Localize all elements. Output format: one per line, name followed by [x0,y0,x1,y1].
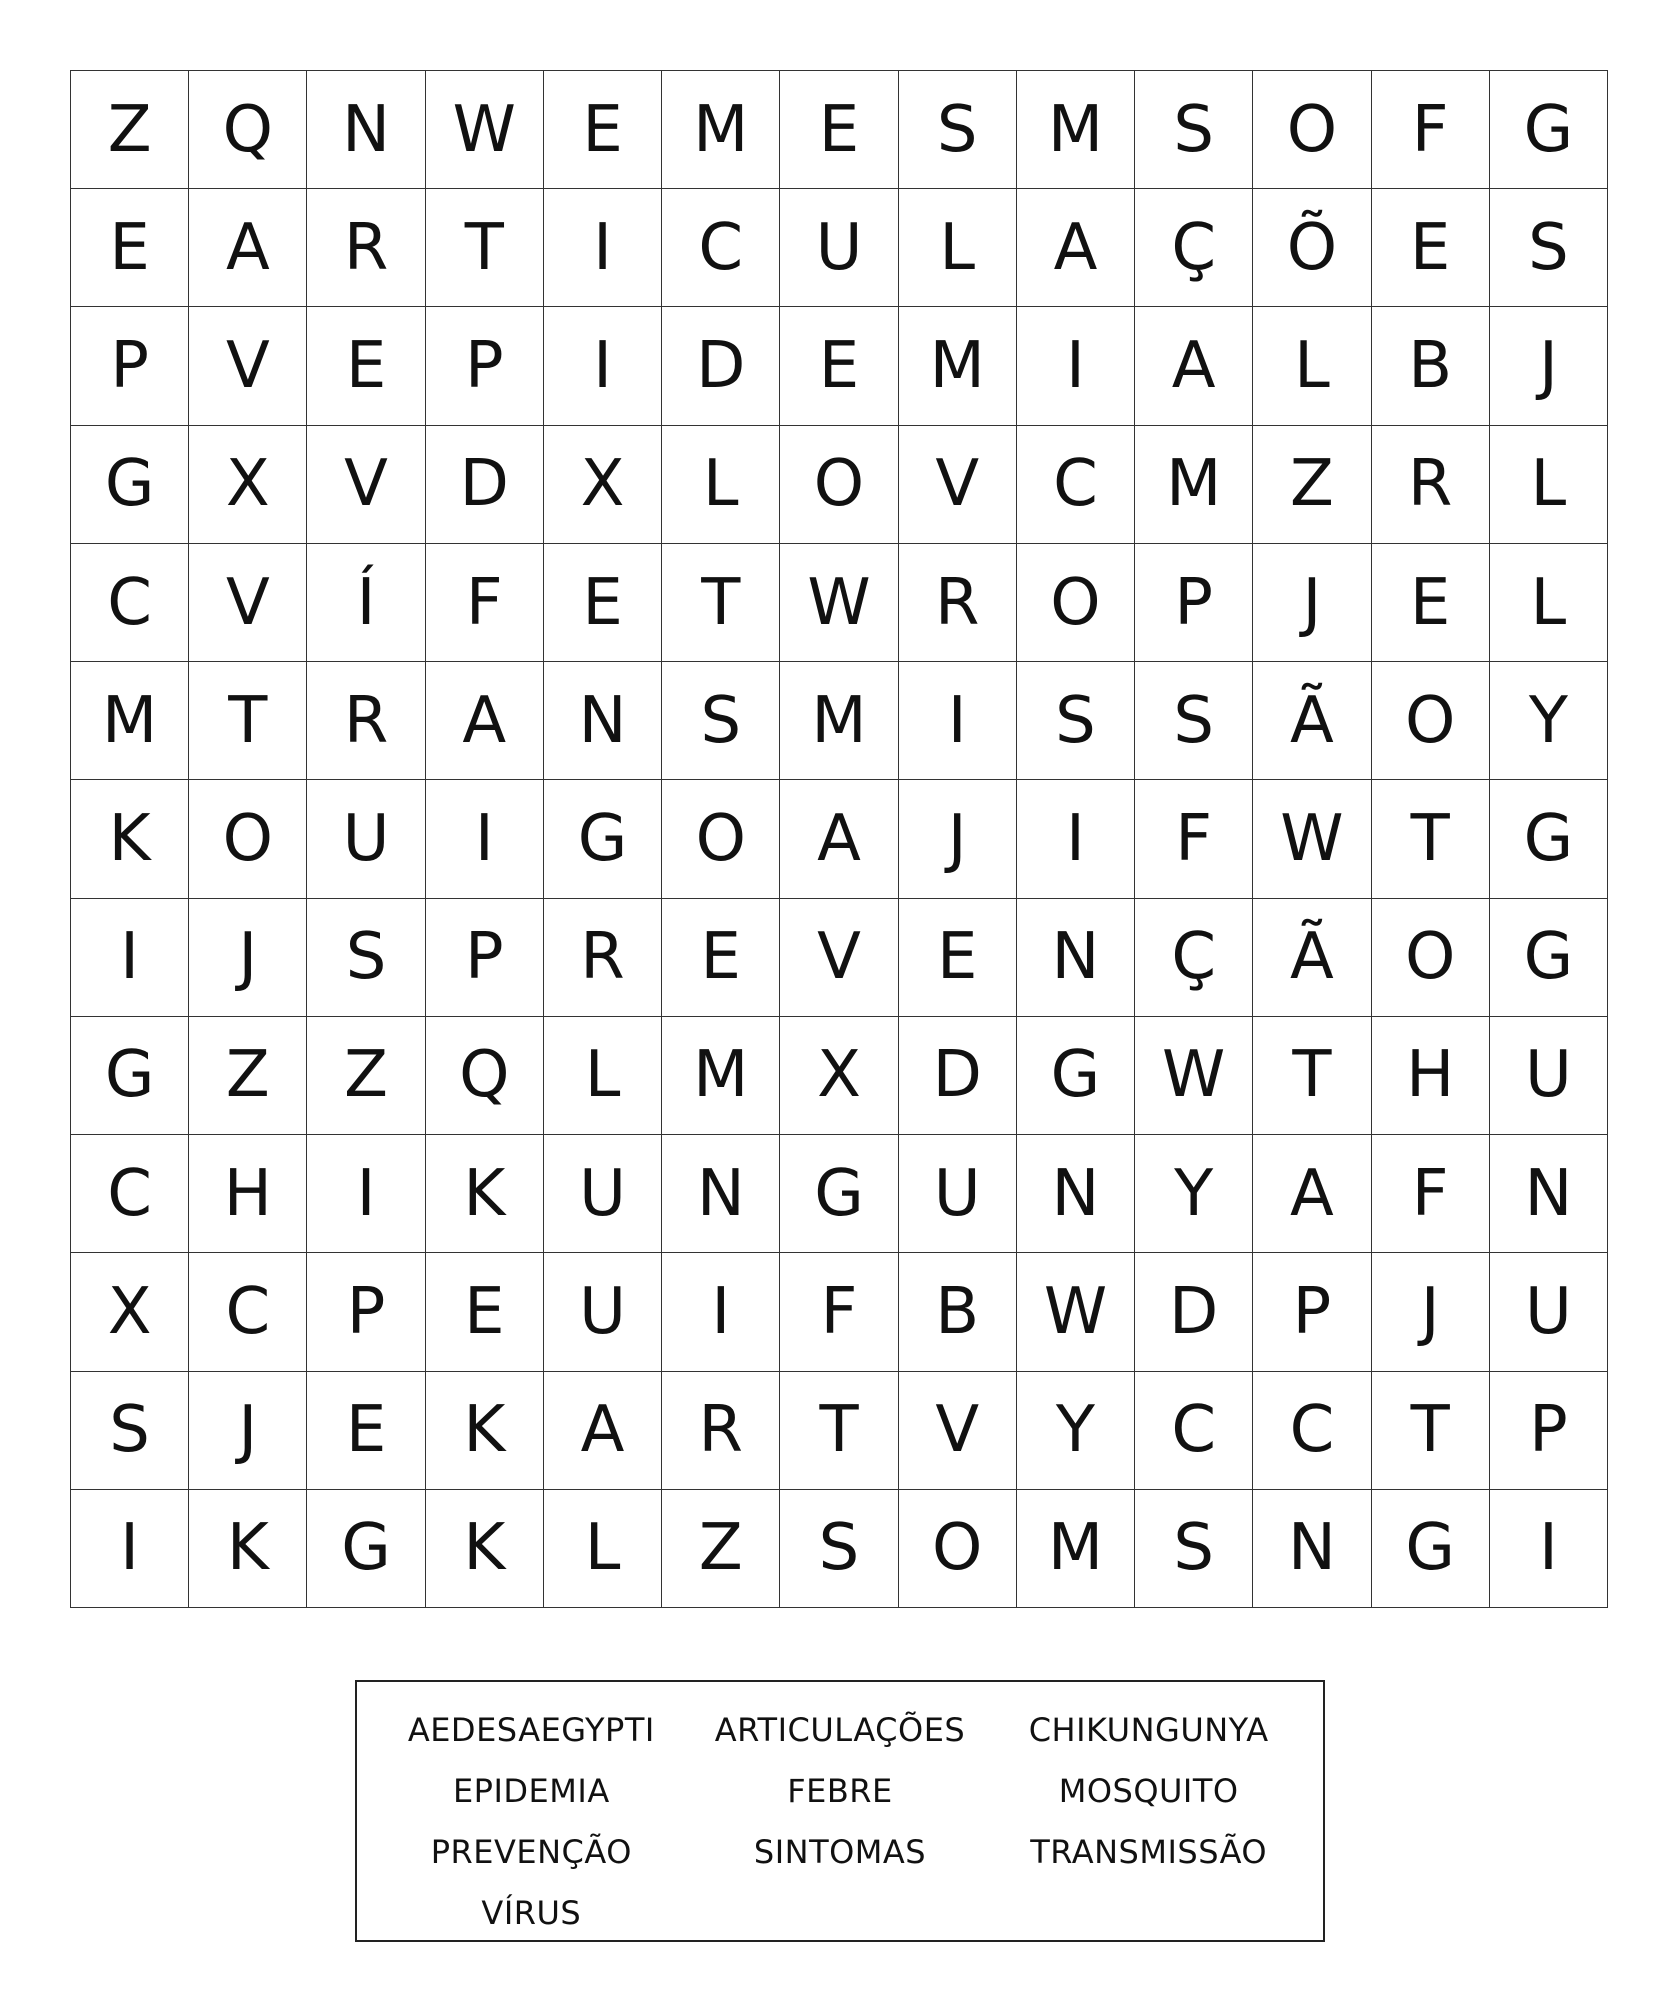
grid-cell[interactable]: M [71,662,189,780]
grid-cell[interactable]: O [189,780,307,898]
grid-cell[interactable]: C [662,189,780,307]
grid-cell[interactable]: L [1490,544,1608,662]
grid-cell[interactable]: S [780,1490,898,1608]
grid-cell[interactable]: I [1490,1490,1608,1608]
grid-cell[interactable]: K [71,780,189,898]
grid-cell[interactable]: N [544,662,662,780]
grid-cell[interactable]: L [899,189,1017,307]
grid-cell[interactable]: W [1135,1017,1253,1135]
grid-cell[interactable]: S [662,662,780,780]
word-bank-item: SINTOMAS [753,1833,927,1871]
grid-cell[interactable]: Q [426,1017,544,1135]
grid-cell[interactable]: I [899,662,1017,780]
grid-cell[interactable]: M [780,662,898,780]
grid-cell[interactable]: Õ [1253,189,1371,307]
grid-cell[interactable]: M [899,307,1017,425]
grid-cell[interactable]: S [307,899,425,1017]
grid-cell[interactable]: I [71,899,189,1017]
grid-cell[interactable]: L [1490,426,1608,544]
grid-cell[interactable]: G [544,780,662,898]
grid-cell[interactable]: A [1135,307,1253,425]
grid-cell[interactable]: I [307,1135,425,1253]
grid-cell[interactable]: M [1017,71,1135,189]
grid-cell[interactable]: U [1490,1017,1608,1135]
grid-cell[interactable]: Z [1253,426,1371,544]
grid-cell[interactable]: V [899,426,1017,544]
grid-cell[interactable]: I [544,307,662,425]
grid-cell[interactable]: P [426,899,544,1017]
grid-cell[interactable]: S [1135,71,1253,189]
grid-cell[interactable]: T [426,189,544,307]
grid-cell[interactable]: M [662,1017,780,1135]
grid-cell[interactable]: J [1490,307,1608,425]
grid-cell[interactable]: G [1372,1490,1490,1608]
grid-cell[interactable]: H [1372,1017,1490,1135]
grid-cell[interactable]: S [1017,662,1135,780]
grid-cell[interactable]: S [1135,1490,1253,1608]
grid-cell[interactable]: J [1253,544,1371,662]
grid-cell[interactable]: Ç [1135,189,1253,307]
grid-cell[interactable]: F [426,544,544,662]
grid-cell[interactable]: S [899,71,1017,189]
grid-cell[interactable]: I [1017,780,1135,898]
grid-cell[interactable]: E [307,1372,425,1490]
grid-cell[interactable]: T [780,1372,898,1490]
grid-cell[interactable]: Z [307,1017,425,1135]
grid-cell[interactable]: E [662,899,780,1017]
word-bank-item: ARTICULAÇÕES [714,1711,966,1749]
grid-cell[interactable]: O [662,780,780,898]
grid-cell[interactable]: T [1253,1017,1371,1135]
grid-cell[interactable]: R [1372,426,1490,544]
grid-cell[interactable]: T [189,662,307,780]
grid-cell[interactable]: N [1253,1490,1371,1608]
grid-cell[interactable]: E [1372,544,1490,662]
grid-cell[interactable]: I [71,1490,189,1608]
grid-cell[interactable]: U [1490,1253,1608,1371]
grid-cell[interactable]: P [1135,544,1253,662]
grid-cell[interactable]: K [426,1372,544,1490]
grid-cell[interactable]: O [1253,71,1371,189]
grid-cell[interactable]: A [544,1372,662,1490]
grid-cell[interactable]: G [307,1490,425,1608]
grid-cell[interactable]: G [71,1017,189,1135]
grid-cell[interactable]: M [662,71,780,189]
word-bank [355,1680,1325,1942]
grid-cell[interactable]: H [189,1135,307,1253]
grid-cell[interactable]: J [189,899,307,1017]
grid-cell[interactable]: V [780,899,898,1017]
grid-cell[interactable]: K [189,1490,307,1608]
grid-cell[interactable]: O [1017,544,1135,662]
grid-cell[interactable]: P [426,307,544,425]
grid-cell[interactable]: M [1135,426,1253,544]
grid-cell[interactable]: V [899,1372,1017,1490]
grid-cell[interactable]: I [1017,307,1135,425]
grid-cell[interactable]: R [307,662,425,780]
grid-cell[interactable]: W [1017,1253,1135,1371]
grid-cell[interactable]: O [899,1490,1017,1608]
grid-cell[interactable]: N [1017,1135,1135,1253]
grid-cell[interactable]: C [71,544,189,662]
grid-cell[interactable]: X [544,426,662,544]
grid-cell[interactable]: V [307,426,425,544]
grid-cell[interactable]: U [899,1135,1017,1253]
grid-cell[interactable]: I [544,189,662,307]
grid-cell[interactable]: E [544,71,662,189]
grid-cell[interactable]: X [71,1253,189,1371]
grid-cell[interactable]: E [307,307,425,425]
grid-cell[interactable]: A [1017,189,1135,307]
word-bank-column [377,1700,686,1944]
grid-cell[interactable]: N [662,1135,780,1253]
grid-cell[interactable]: R [307,189,425,307]
grid-cell[interactable]: V [189,307,307,425]
grid-cell[interactable]: Í [307,544,425,662]
grid-cell[interactable]: L [544,1490,662,1608]
grid-cell[interactable]: G [1490,71,1608,189]
grid-cell[interactable]: U [780,189,898,307]
word-bank-item: CHIKUNGUNYA [1028,1711,1269,1749]
grid-cell[interactable]: B [1372,307,1490,425]
grid-cell[interactable]: D [426,426,544,544]
grid-cell[interactable]: N [307,71,425,189]
grid-cell[interactable]: E [780,71,898,189]
grid-cell[interactable]: P [1253,1253,1371,1371]
word-search-grid [70,70,1608,1608]
grid-cell[interactable]: Y [1135,1135,1253,1253]
grid-cell[interactable]: M [1017,1490,1135,1608]
grid-cell[interactable]: Ç [1135,899,1253,1017]
grid-cell[interactable]: L [544,1017,662,1135]
grid-cell[interactable]: Y [1490,662,1608,780]
grid-cell[interactable]: Z [662,1490,780,1608]
grid-cell[interactable]: A [780,780,898,898]
grid-cell[interactable]: I [426,780,544,898]
grid-cell[interactable]: U [544,1135,662,1253]
grid-cell[interactable]: E [899,899,1017,1017]
grid-cell[interactable]: C [189,1253,307,1371]
word-bank-item: FEBRE [787,1772,893,1810]
word-bank-column [686,1700,995,1944]
grid-cell[interactable]: A [189,189,307,307]
grid-cell[interactable]: E [780,307,898,425]
grid-cell[interactable]: Ã [1253,662,1371,780]
grid-cell[interactable]: U [307,780,425,898]
grid-cell[interactable]: L [662,426,780,544]
grid-cell[interactable]: K [426,1135,544,1253]
grid-cell[interactable]: R [899,544,1017,662]
grid-cell[interactable]: P [1490,1372,1608,1490]
grid-cell[interactable]: D [1135,1253,1253,1371]
grid-cell[interactable]: P [71,307,189,425]
grid-cell[interactable]: D [899,1017,1017,1135]
grid-cell[interactable]: R [662,1372,780,1490]
grid-cell[interactable]: G [1490,780,1608,898]
grid-cell[interactable]: B [899,1253,1017,1371]
grid-cell[interactable]: Q [189,71,307,189]
grid-cell[interactable]: R [544,899,662,1017]
grid-cell[interactable]: S [1490,189,1608,307]
word-bank-item: MOSQUITO [1058,1772,1239,1810]
grid-cell[interactable]: O [780,426,898,544]
grid-cell[interactable]: S [71,1372,189,1490]
grid-cell[interactable]: C [1253,1372,1371,1490]
grid-cell[interactable]: E [1372,189,1490,307]
word-bank-item: PREVENÇÃO [430,1833,632,1871]
grid-cell[interactable]: X [189,426,307,544]
grid-cell[interactable]: W [1253,780,1371,898]
grid-cell[interactable]: G [780,1135,898,1253]
grid-cell[interactable]: T [1372,780,1490,898]
grid-cell[interactable]: Z [71,71,189,189]
word-bank-column [994,1700,1303,1944]
grid-cell[interactable]: I [662,1253,780,1371]
grid-cell[interactable]: Ã [1253,899,1371,1017]
word-bank-item: VÍRUS [481,1894,582,1932]
grid-cell[interactable]: W [780,544,898,662]
grid-cell[interactable]: E [426,1253,544,1371]
grid-cell[interactable]: F [1372,1135,1490,1253]
grid-cell[interactable]: S [1135,662,1253,780]
grid-cell[interactable]: O [1372,662,1490,780]
grid-cell[interactable]: E [71,189,189,307]
grid-cell[interactable]: L [1253,307,1371,425]
grid-cell[interactable]: F [1135,780,1253,898]
grid-cell[interactable]: O [1372,899,1490,1017]
grid-cell[interactable]: Y [1017,1372,1135,1490]
grid-cell[interactable]: V [189,544,307,662]
grid-cell[interactable]: N [1017,899,1135,1017]
grid-cell[interactable]: G [1017,1017,1135,1135]
word-bank-item: AEDESAEGYPTI [407,1711,655,1749]
word-bank-item: EPIDEMIA [452,1772,610,1810]
grid-cell[interactable]: U [544,1253,662,1371]
grid-cell[interactable]: A [1253,1135,1371,1253]
grid-cell[interactable]: J [1372,1253,1490,1371]
grid-cell[interactable]: C [1017,426,1135,544]
grid-cell[interactable]: F [780,1253,898,1371]
grid-cell[interactable]: N [1490,1135,1608,1253]
grid-cell[interactable]: J [189,1372,307,1490]
grid-cell[interactable]: D [662,307,780,425]
grid-cell[interactable]: J [899,780,1017,898]
grid-cell[interactable]: T [662,544,780,662]
grid-cell[interactable]: C [1135,1372,1253,1490]
grid-cell[interactable]: K [426,1490,544,1608]
grid-cell[interactable]: X [780,1017,898,1135]
grid-cell[interactable]: A [426,662,544,780]
grid-cell[interactable]: W [426,71,544,189]
word-bank-item: TRANSMISSÃO [1030,1833,1268,1871]
grid-cell[interactable]: T [1372,1372,1490,1490]
grid-cell[interactable]: F [1372,71,1490,189]
grid-cell[interactable]: C [71,1135,189,1253]
grid-cell[interactable]: E [544,544,662,662]
grid-cell[interactable]: G [71,426,189,544]
grid-cell[interactable]: G [1490,899,1608,1017]
grid-cell[interactable]: Z [189,1017,307,1135]
grid-cell[interactable]: P [307,1253,425,1371]
